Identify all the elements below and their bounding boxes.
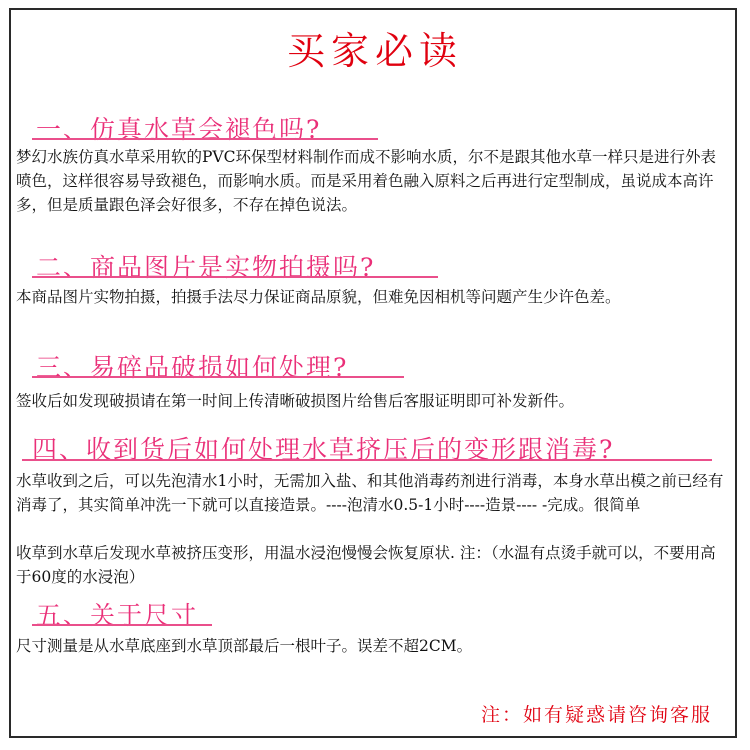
section-heading-photo-authenticity: 二、商品图片是实物拍摄吗?: [36, 253, 376, 282]
section-heading-deformation-disinfection: 四、收到货后如何处理水草挤压后的变形跟消毒?: [32, 435, 615, 464]
footer-note: 注：如有疑惑请咨询客服: [480, 704, 712, 726]
heading-underline: [22, 459, 712, 461]
section-heading-color-fading: 一、仿真水草会褪色吗?: [36, 115, 322, 144]
section-heading-size: 五、关于尺寸: [36, 601, 199, 630]
section-heading-damage-handling: 三、易碎品破损如何处理?: [36, 353, 349, 382]
section-paragraph: 签收后如发现破损请在第一时间上传清晰破损图片给售后客服证明即可补发新件。: [16, 392, 575, 410]
heading-underline: [32, 276, 438, 278]
section-paragraph: 本商品图片实物拍摄，拍摄手法尽力保证商品原貌，但难免因相机等问题产生少许色差。: [16, 288, 621, 306]
section-paragraph: 尺寸测量是从水草底座到水草顶部最后一根叶子。误差不超2CM。: [16, 637, 473, 655]
section-paragraph: 水草收到之后，可以先泡清水1小时，无需加入盐、和其他消毒药剂进行消毒，本身水草出模之前已经有消毒了，其实简单冲洗一下就可以直接造景。----泡清水0.5-1小时----造景---- -完成。很简单: [16, 472, 724, 514]
heading-underline: [32, 138, 378, 140]
page-title: 买家必读: [286, 29, 463, 73]
heading-underline: [32, 624, 212, 626]
heading-underline: [32, 376, 404, 378]
section-paragraph: 梦幻水族仿真水草采用软的PVC环保型材料制作而成不影响水质，尔不是跟其他水草一样只是进行外表喷色，这样很容易导致褪色，而影响水质。而是采用着色融入原料之后再进行定型制成，虽说成本高许多，但是质量跟色泽会好很多，不存在掉色说法。: [16, 148, 716, 214]
section-paragraph: 收草到水草后发现水草被挤压变形，用温水浸泡慢慢会恢复原状. 注：（水温有点烫手就可以，不要用高于60度的水浸泡）: [16, 544, 716, 586]
